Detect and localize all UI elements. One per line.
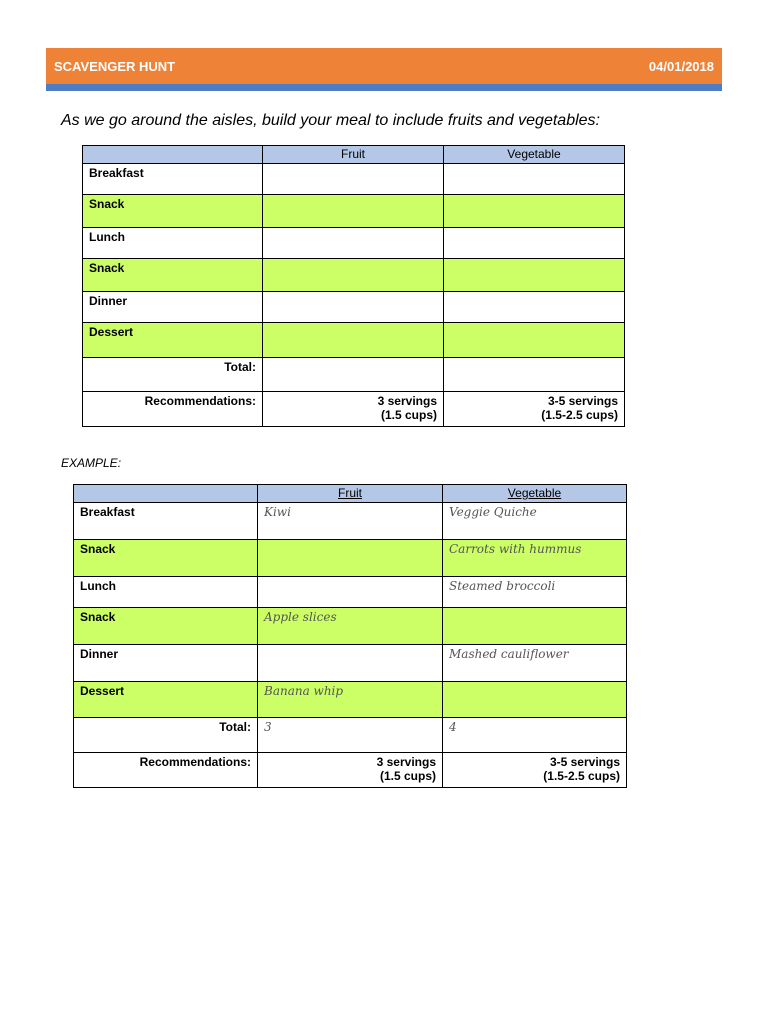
meal-label: Breakfast (83, 164, 263, 195)
header-blank-cell (74, 485, 258, 503)
fruit-cell (258, 577, 443, 608)
meal-label: Snack (74, 608, 258, 645)
vegetable-cell[interactable] (444, 323, 625, 358)
meal-worksheet-table (82, 145, 625, 427)
vegetable-cell: Steamed broccoli (443, 577, 627, 608)
meal-label: Dinner (83, 292, 263, 323)
header-date: 04/01/2018 (648, 58, 714, 74)
meal-label: Lunch (83, 228, 263, 259)
total-fruit-cell: 3 (258, 718, 443, 753)
table-row (83, 259, 625, 292)
vegetable-recommendation-cups: (1.5-2.5 cups) (541, 408, 618, 422)
total-label: Total: (74, 718, 258, 753)
fruit-cell[interactable] (263, 164, 444, 195)
recommendations-row (74, 753, 627, 788)
table-header-row (74, 485, 627, 503)
fruit-cell[interactable] (263, 195, 444, 228)
meal-label: Breakfast (74, 503, 258, 540)
recommendations-label: Recommendations: (74, 753, 258, 788)
total-vegetable-cell: 4 (443, 718, 627, 753)
fruit-recommendation (263, 392, 444, 427)
fruit-cell: Kiwi (258, 503, 443, 540)
fruit-recommendation-servings: 3 servings (376, 755, 436, 769)
fruit-cell[interactable] (263, 259, 444, 292)
example-meal-table (73, 484, 627, 788)
meal-label: Snack (83, 195, 263, 228)
vegetable-cell: Mashed cauliflower (443, 645, 627, 682)
fruit-recommendation-servings: 3 servings (377, 394, 437, 408)
total-row (83, 358, 625, 392)
meal-label: Lunch (74, 577, 258, 608)
fruit-cell (258, 645, 443, 682)
total-vegetable-cell[interactable] (444, 358, 625, 392)
vegetable-cell (443, 682, 627, 718)
table-row (74, 577, 627, 608)
fruit-recommendation-cups: (1.5 cups) (380, 408, 437, 422)
intro-text: As we go around the aisles, build your meal to include fruits and vegetables: (61, 112, 600, 129)
vegetable-cell (443, 608, 627, 645)
vegetable-cell[interactable] (444, 228, 625, 259)
table-row (74, 608, 627, 645)
vegetable-cell: Carrots with hummus (443, 540, 627, 577)
recommendations-label: Recommendations: (83, 392, 263, 427)
header-vegetable: Vegetable (444, 146, 625, 164)
fruit-recommendation-cups: (1.5 cups) (379, 769, 436, 783)
vegetable-cell[interactable] (444, 259, 625, 292)
total-row (74, 718, 627, 753)
table-header-row (83, 146, 625, 164)
vegetable-cell[interactable] (444, 164, 625, 195)
fruit-cell: Apple slices (258, 608, 443, 645)
total-label: Total: (83, 358, 263, 392)
fruit-cell: Banana whip (258, 682, 443, 718)
fruit-cell[interactable] (263, 228, 444, 259)
table-row (83, 164, 625, 195)
example-label: EXAMPLE: (61, 456, 122, 470)
vegetable-recommendation-cups: (1.5-2.5 cups) (543, 769, 620, 783)
fruit-cell (258, 540, 443, 577)
table-row (83, 323, 625, 358)
meal-label: Dinner (74, 645, 258, 682)
vegetable-recommendation-servings: 3-5 servings (547, 394, 618, 408)
meal-label: Snack (74, 540, 258, 577)
total-fruit-cell[interactable] (263, 358, 444, 392)
header-rule (46, 84, 722, 91)
table-row (74, 503, 627, 540)
meal-label: Dessert (74, 682, 258, 718)
fruit-cell[interactable] (263, 323, 444, 358)
vegetable-recommendation-servings: 3-5 servings (549, 755, 620, 769)
vegetable-cell[interactable] (444, 195, 625, 228)
vegetable-recommendation (444, 392, 625, 427)
header-title: SCAVENGER HUNT (54, 58, 176, 74)
header-vegetable: Vegetable (443, 485, 627, 503)
header-fruit: Fruit (258, 485, 443, 503)
vegetable-recommendation (443, 753, 627, 788)
vegetable-cell[interactable] (444, 292, 625, 323)
table-row (74, 682, 627, 718)
table-row (83, 292, 625, 323)
table-row (74, 645, 627, 682)
header-fruit: Fruit (263, 146, 444, 164)
table-row (74, 540, 627, 577)
table-row (83, 195, 625, 228)
fruit-cell[interactable] (263, 292, 444, 323)
meal-label: Dessert (83, 323, 263, 358)
vegetable-cell: Veggie Quiche (443, 503, 627, 540)
meal-label: Snack (83, 259, 263, 292)
fruit-recommendation (258, 753, 443, 788)
recommendations-row (83, 392, 625, 427)
header-blank-cell (83, 146, 263, 164)
table-row (83, 228, 625, 259)
page-header (46, 48, 722, 84)
